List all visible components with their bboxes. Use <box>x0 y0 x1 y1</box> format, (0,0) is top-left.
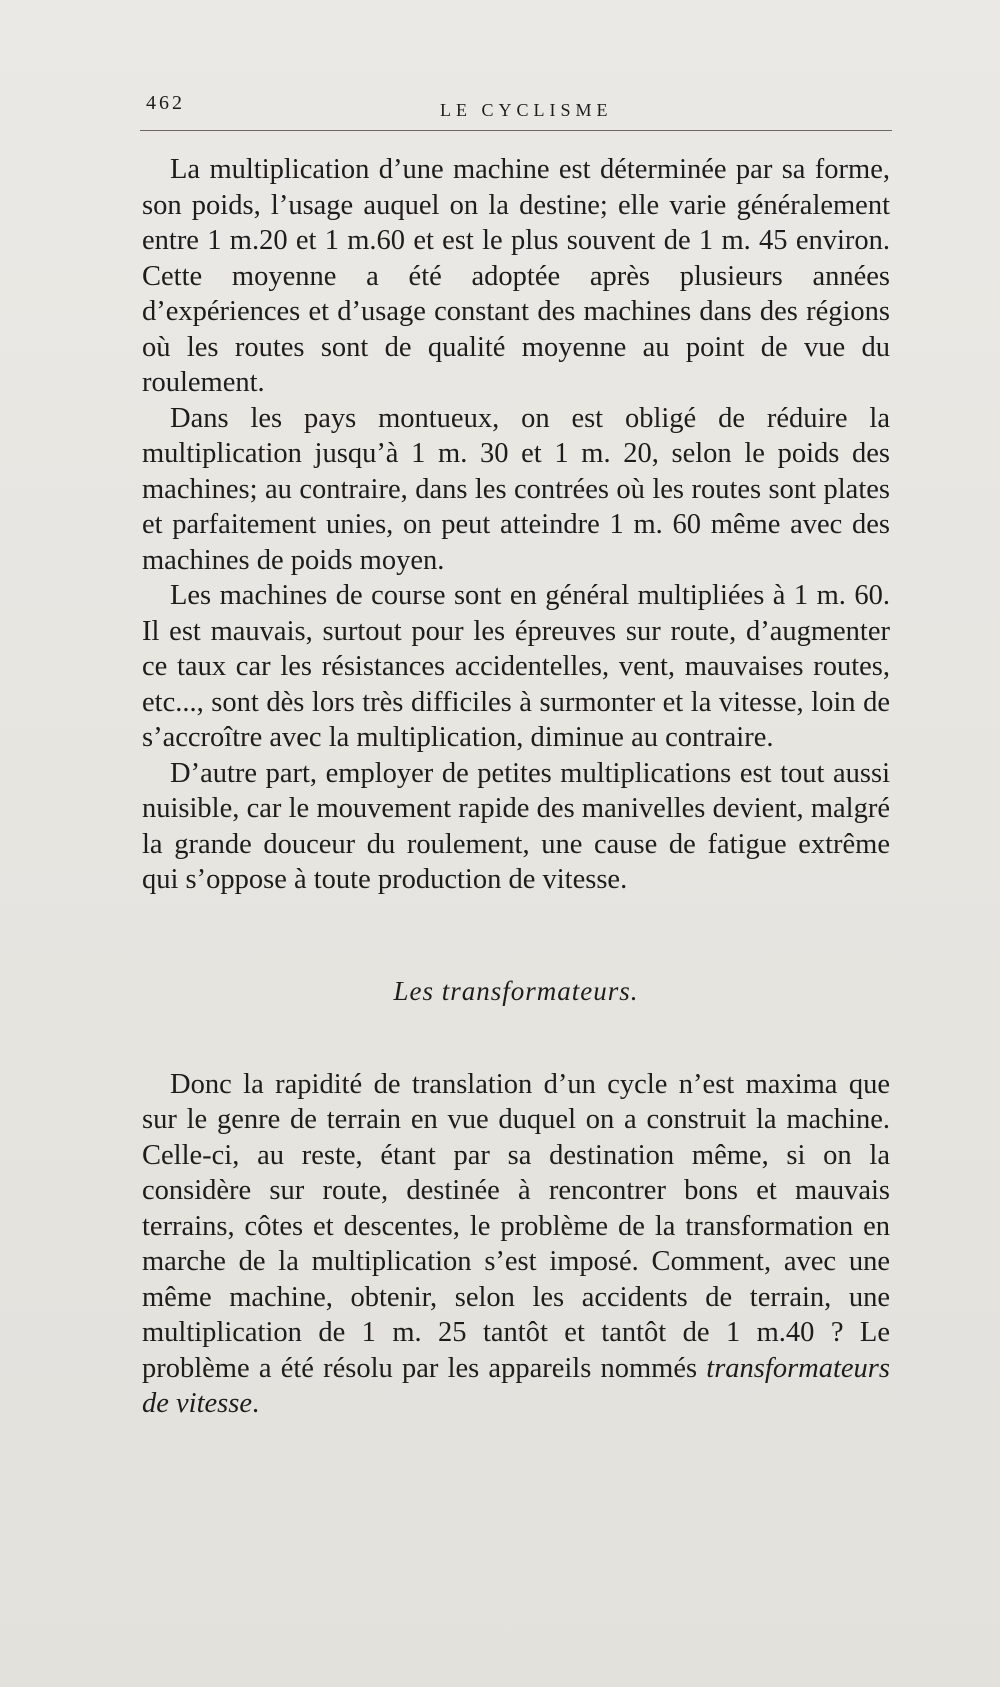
header-rule <box>140 130 892 131</box>
page-body <box>142 152 890 1422</box>
section-paragraph <box>142 1067 890 1422</box>
page-header <box>140 88 900 128</box>
section-paragraph-emphasis: transformateurs de vitesse <box>142 1352 890 1419</box>
running-title: LE CYCLISME <box>440 100 613 120</box>
paragraph-4: D’autre part, employer de petites multiplications est tout aussi nuisible, car le mouvement rapide des manivelles devient, malgré la grande douceur du roulement, une cause de fatigue extrême qui s’oppose à toute production de vitesse. <box>142 757 890 895</box>
section-paragraph-end: . <box>252 1388 260 1419</box>
section-paragraph-text: Donc la rapidité de translation d’un cycle n’est maxima que sur le genre de terrain en vue duquel on a construit la machine. Celle-ci, au reste, étant par sa destination même, si on la considère sur route, destinée à rencontrer bons et mauvais terrains, côtes et descentes, le problème de la transformation en marche de la multiplication s’est imposé. Comment, avec une même machine, obtenir, selon les accidents de terrain, une multiplication de 1 m. 25 tantôt et tantôt de 1 m.40 ? Le problème a été résolu par les appareils nommés <box>142 1068 890 1384</box>
paragraph-2: Dans les pays montueux, on est obligé de réduire la multiplication jusqu’à 1 m. 30 et 1 m. 20, selon le poids des machines; au contraire, dans les contrées où les routes sont plates et parfaitement unies, on peut atteindre 1 m. 60 même avec des machines de poids moyen. <box>142 402 890 576</box>
section-title: Les transformateurs. <box>393 975 639 1006</box>
paragraph-3: Les machines de course sont en général multipliées à 1 m. 60. Il est mauvais, surtout pour les épreuves sur route, d’augmenter ce taux car les résistances accidentelles, vent, mauvaises routes, etc..., sont dès lors très difficiles à surmonter et la vitesse, loin de s’accroître avec la multiplication, diminue au contraire. <box>142 580 890 753</box>
page-number: 462 <box>146 92 185 114</box>
paragraph-1: La multiplication d’une machine est déterminée par sa forme, son poids, l’usage auquel on la destine; elle varie généralement entre 1 m.20 et 1 m.60 et est le plus souvent de 1 m. 45 environ. Cette moyenne a été adoptée après plusieurs années d’expériences et d’usage constant des machines dans des régions où les routes sont de qualité moyenne au point de vue du roulement. <box>142 154 890 398</box>
